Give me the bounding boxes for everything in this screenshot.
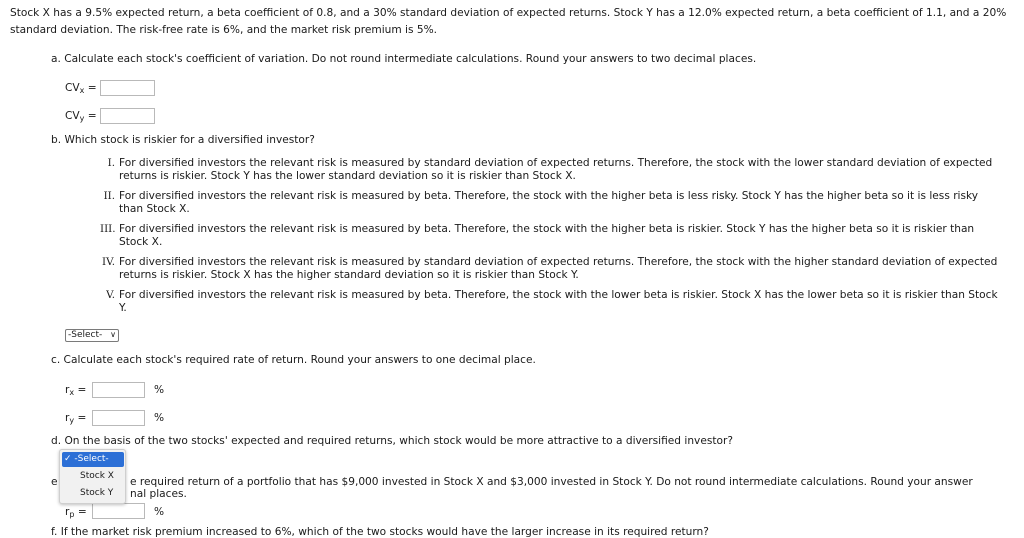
part-d-question: d. On the basis of the two stocks' expected and required returns, which stock would be more attractive to a diversified investor? <box>51 435 733 447</box>
dropdown-option-selected[interactable] <box>62 452 124 467</box>
rp-input[interactable] <box>92 503 145 519</box>
part-e-question-line1: e required return of a portfolio that has $9,000 invested in Stock X and $3,000 invested in Stock Y. Do not round intermediate calculations. Round your answer <box>130 476 973 488</box>
rp-subscript: p <box>69 510 75 519</box>
option-number: I. <box>107 157 115 169</box>
cvy-label <box>65 110 97 123</box>
option-number: II. <box>103 190 115 202</box>
cv-text: CV <box>65 110 80 122</box>
option-number: IV. <box>102 256 115 268</box>
option-text: For diversified investors the relevant risk is measured by beta. Therefore, the stock with the lower beta is riskier. Stock X has the lower beta so it is riskier than Stock Y. <box>119 289 998 314</box>
chevron-down-icon: ∨ <box>110 330 116 339</box>
rx-input[interactable] <box>92 382 145 398</box>
part-d-dropdown-menu[interactable] <box>59 449 126 504</box>
cvx-equals: = <box>87 82 97 94</box>
part-c-question: c. Calculate each stock's required rate of return. Round your answers to one decimal place. <box>51 354 536 366</box>
option-text: For diversified investors the relevant risk is measured by beta. Therefore, the stock with the higher beta is less risky. Stock Y has the higher beta so it is less risky than Stock X. <box>119 190 979 215</box>
rx-percent: % <box>154 384 165 396</box>
problem-intro: Stock X has a 9.5% expected return, a beta coefficient of 0.8, and a 30% standard deviation of expected returns. Stock Y has a 12.0% expected return, a beta coefficient of 1.1, and a 20% standard deviation. The risk-free rate is 6%, and the market risk premium is 5%. <box>10 7 1007 36</box>
part-f-question: f. If the market risk premium increased to 6%, which of the two stocks would have the larger increase in its required return? <box>51 526 709 538</box>
ry-label <box>65 412 86 425</box>
rp-equals: = <box>77 506 87 518</box>
r-text: r <box>65 506 70 518</box>
option-text: For diversified investors the relevant risk is measured by standard deviation of expected returns. Therefore, the stock with the lower standard deviation of expected returns is riskier. Stock Y has the lower standard deviation so it is riskier than Stock X. <box>119 157 993 182</box>
part-e-question-line2: nal places. <box>130 488 187 500</box>
cvx-subscript: x <box>79 86 85 95</box>
rx-subscript: x <box>69 388 75 397</box>
select-label: -Select- <box>68 330 103 340</box>
dropdown-option-stock-x[interactable]: Stock X <box>80 471 114 481</box>
part-e-label-fragment: e <box>51 476 58 488</box>
cvy-input[interactable] <box>100 108 155 124</box>
dropdown-selected-label: -Select- <box>74 454 109 464</box>
part-b-select[interactable] <box>65 329 119 342</box>
check-icon: ✓ <box>64 454 72 464</box>
rx-label <box>65 384 86 397</box>
dropdown-option-stock-y[interactable]: Stock Y <box>80 488 114 498</box>
cvx-input[interactable] <box>100 80 155 96</box>
ry-equals: = <box>77 412 87 424</box>
rx-equals: = <box>77 384 87 396</box>
r-text: r <box>65 412 70 424</box>
rp-label <box>65 506 87 519</box>
part-a-question: a. Calculate each stock's coefficient of variation. Do not round intermediate calculations. Round your answers to two decimal places. <box>51 53 757 65</box>
rp-percent: % <box>154 506 165 518</box>
cvy-subscript: y <box>79 114 85 123</box>
option-number: III. <box>100 223 116 235</box>
ry-percent: % <box>154 412 165 424</box>
option-text: For diversified investors the relevant risk is measured by standard deviation of expected returns. Therefore, the stock with the higher standard deviation of expected returns is riskier. Stock X has the higher standard deviation so it is riskier than Stock Y. <box>119 256 998 281</box>
r-text: r <box>65 384 70 396</box>
option-number: V. <box>106 289 115 301</box>
ry-subscript: y <box>69 416 75 425</box>
cv-text: CV <box>65 82 80 94</box>
cvy-equals: = <box>87 110 97 122</box>
cvx-label <box>65 82 97 95</box>
part-b-question: b. Which stock is riskier for a diversified investor? <box>51 134 315 146</box>
option-text: For diversified investors the relevant risk is measured by beta. Therefore, the stock with the higher beta is riskier. Stock Y has the higher beta so it is riskier than Stock X. <box>119 223 975 248</box>
ry-input[interactable] <box>92 410 145 426</box>
